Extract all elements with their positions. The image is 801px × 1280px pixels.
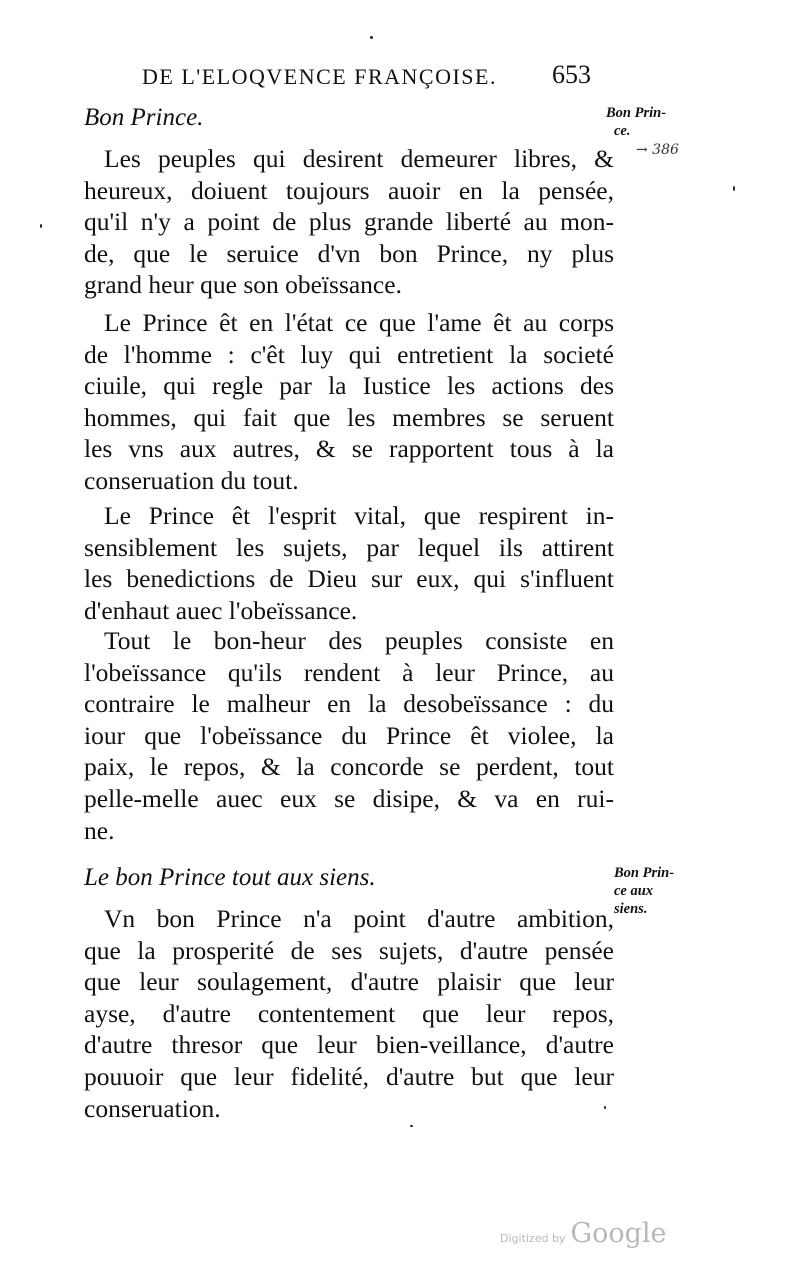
scan-speck xyxy=(40,224,42,228)
text-line: ne. xyxy=(84,815,115,845)
google-logo: Google xyxy=(570,1218,667,1249)
scan-speck xyxy=(604,1106,606,1109)
text-line: contraire le malheur en la desobeïssance : du xyxy=(84,689,614,719)
text-line: les benedictions de Dieu sur eux, qui s'influent xyxy=(84,564,614,594)
text-line: de, que le seruice d'vn bon Prince, ny plus xyxy=(84,238,614,268)
margin-note-line: Bon Prin- xyxy=(606,105,667,121)
margin-note-line: ce. xyxy=(614,123,631,139)
text-line: d'autre thresor que leur bien-veillance, d'autre xyxy=(84,1030,614,1060)
margin-note-line: Bon Prin- xyxy=(614,865,675,881)
paragraph xyxy=(84,903,614,1124)
text-line: d'enhaut auec l'obeïssance. xyxy=(84,595,358,625)
text-line: les vns aux autres, & se rapportent tous à la xyxy=(84,434,614,464)
paragraph xyxy=(84,625,614,846)
digitized-by-google-watermark xyxy=(500,1218,667,1249)
text-line: pelle-melle auec eux se disipe, & va en rui- xyxy=(84,783,614,813)
text-line: l'obeïssance qu'ils rendent à leur Prince, au xyxy=(84,657,614,687)
text-line: ciuile, qui regle par la Iustice les actions des xyxy=(84,371,614,401)
paragraph xyxy=(84,143,614,301)
text-line: Les peuples qui desirent demeurer libres, & xyxy=(104,144,614,173)
text-line: qu'il n'y a point de plus grande liberté au mon- xyxy=(84,207,614,237)
paragraph xyxy=(84,307,614,497)
text-line: Le Prince êt en l'état ce que l'ame êt au corps xyxy=(104,308,614,337)
text-line: conseruation du tout. xyxy=(84,465,299,495)
section-title-bon-prince-tout-aux-siens: Le bon Prince tout aux siens. xyxy=(84,864,376,891)
text-line: ayse, d'autre contentement que leur repos, xyxy=(84,998,614,1028)
text-line: heureux, doiuent toujours auoir en la pensée, xyxy=(84,175,614,205)
text-line: paix, le repos, & la concorde se perdent, tout xyxy=(84,752,614,782)
text-line: de l'homme : c'êt luy qui entretient la societé xyxy=(84,339,614,369)
running-head xyxy=(142,60,602,90)
margin-note-bon-prince xyxy=(606,104,666,140)
text-line: Le Prince êt l'esprit vital, que respirent in- xyxy=(104,501,614,530)
text-line: que leur soulagement, d'autre plaisir que leur xyxy=(84,967,614,997)
text-line: conseruation. xyxy=(84,1093,221,1123)
margin-note-line: ce aux xyxy=(614,883,654,899)
margin-note-line: siens. xyxy=(614,901,648,917)
text-line: iour que l'obeïssance du Prince êt violee, la xyxy=(84,720,614,750)
handwritten-note: → 386 xyxy=(636,142,679,158)
paragraph xyxy=(84,500,614,626)
text-line: Tout le bon-heur des peuples consiste en xyxy=(104,626,614,655)
text-line: que la prosperité de ses sujets, d'autre pensée xyxy=(84,935,614,965)
page-number: 653 xyxy=(552,60,591,89)
text-line: sensiblement les sujets, par lequel ils attirent xyxy=(84,532,614,562)
text-line: hommes, qui fait que les membres se seruent xyxy=(84,402,614,432)
scan-speck xyxy=(410,1125,413,1127)
scan-speck xyxy=(733,186,735,191)
margin-note-bon-prince-aux-siens xyxy=(606,864,674,918)
scan-speck xyxy=(370,36,373,39)
text-line: Vn bon Prince n'a point d'autre ambition, xyxy=(104,904,614,933)
text-line: grand heur que son obeïssance. xyxy=(84,270,402,300)
watermark-prefix: Digitized by xyxy=(500,1232,566,1245)
running-head-title: DE L'ELOQVENCE FRANÇOISE. xyxy=(142,64,497,89)
text-line: pouuoir que leur fidelité, d'autre but que leur xyxy=(84,1061,614,1091)
section-title-bon-prince: Bon Prince. xyxy=(84,104,204,131)
